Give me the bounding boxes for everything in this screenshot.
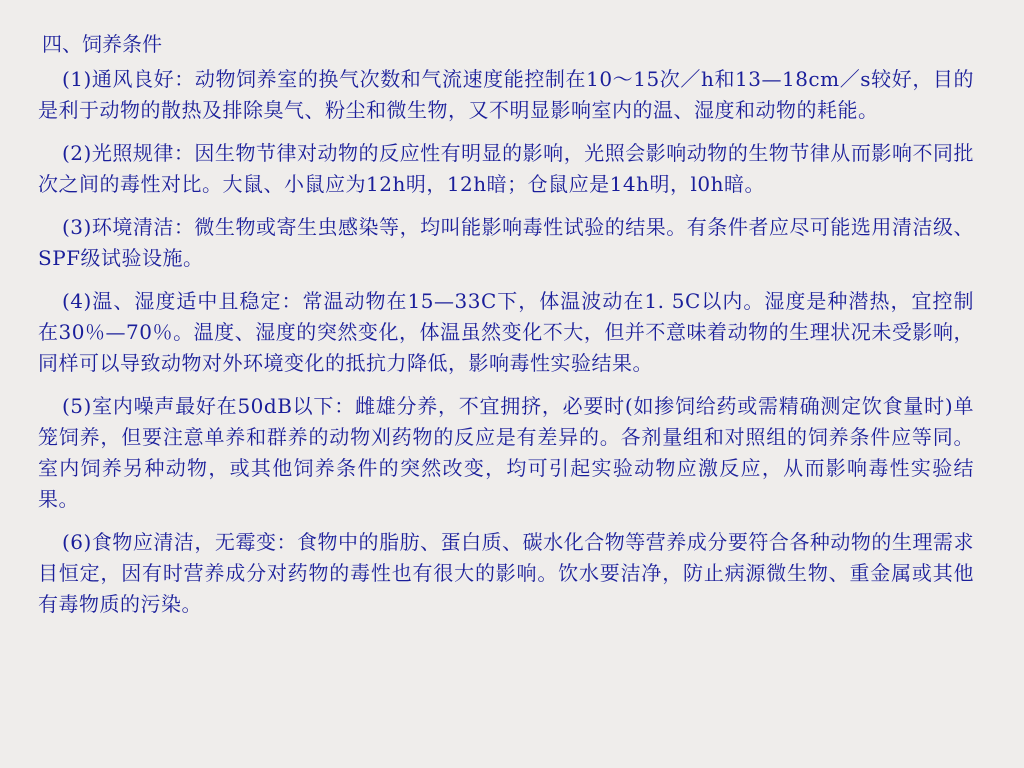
paragraph-temperature-humidity: (4)温、湿度适中且稳定：常温动物在15—33C下，体温波动在1. 5C以内。湿度是种潜热，宜控制在30％—70％。温度、湿度的突然变化，体温虽然变化不大，但并不意味着动物的生理状况未受影响，同样可以导致动物对外环境变化的抵抗力降低，影响毒性实验结果。 [38,289,974,375]
section-heading: 四、饲养条件 [42,32,162,56]
paragraph-food: (6)食物应清洁，无霉变：食物中的脂肪、蛋白质、碳水化合物等营养成分要符合各种动物的生理需求目恒定，因有时营养成分对药物的毒性也有很大的影响。饮水要洁净，防止病源微生物、重金属或其他有毒物质的污染。 [38,530,974,616]
paragraph-cleanliness: (3)环境清洁：微生物或寄生虫感染等，均叫能影响毒性试验的结果。有条件者应尽可能选用清洁级、SPF级试验设施。 [38,215,974,270]
paragraph-noise: (5)室内噪声最好在50dB以下：雌雄分养，不宜拥挤，必要时(如掺饲给药或需精确测定饮食量时)单笼饲养，但要注意单养和群养的动物刈药物的反应是有差异的。各剂量组和对照组的饲养条件应等同。室内饲养另种动物，或其他饲养条件的突然改变，均可引起实验动物应激反应，从而影响毒性实验结果。 [38,394,974,511]
paragraph-lighting: (2)光照规律：因生物节律对动物的反应性有明显的影响，光照会影响动物的生物节律从而影响不同批次之间的毒性对比。大鼠、小鼠应为12h明，12h暗；仓鼠应是14h明，l0h暗。 [38,141,974,196]
paragraph-ventilation: (1)通风良好：动物饲养室的换气次数和气流速度能控制在10～15次／h和13—18cm／s较好，目的是利于动物的散热及排除臭气、粉尘和微生物，又不明显影响室内的温、湿度和动物的耗能。 [38,67,974,122]
